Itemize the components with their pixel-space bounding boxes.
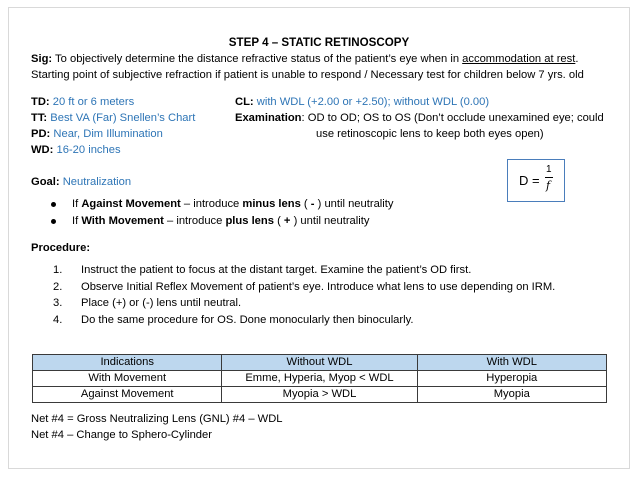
table-cell: Myopia bbox=[417, 387, 606, 403]
bullet-bold-lens: minus lens bbox=[242, 198, 301, 210]
bullet-bold-lens: plus lens bbox=[225, 214, 274, 227]
cl-line bbox=[235, 94, 489, 111]
sig-text: To objectively determine the distance refractive status of the patient’s eye when in bbox=[52, 53, 463, 65]
bullet-text: ) until neutrality bbox=[290, 214, 370, 227]
td-label: TD: bbox=[31, 96, 50, 108]
procedure-step bbox=[53, 295, 555, 312]
tt-label: TT: bbox=[31, 112, 48, 124]
table-cell: Myopia > WDL bbox=[222, 387, 417, 403]
procedure-heading bbox=[31, 240, 90, 257]
bullet-sign: - bbox=[310, 198, 315, 210]
formula-fraction-bar bbox=[545, 177, 553, 178]
document-page bbox=[8, 7, 630, 469]
sig-line-2: Starting point of subjective refraction if patient is unable to respond / Necessary test for children below 7 yrs. old bbox=[31, 69, 584, 81]
bullet-sign: + bbox=[283, 214, 291, 227]
formula-denominator: f bbox=[546, 179, 551, 192]
indications-table bbox=[32, 354, 607, 403]
pd-line bbox=[31, 126, 163, 143]
bullet-text: If bbox=[72, 198, 82, 210]
formula-box bbox=[507, 159, 565, 202]
procedure-step bbox=[53, 279, 555, 296]
goal-bullet-with bbox=[51, 213, 393, 230]
procedure-step bbox=[53, 312, 555, 329]
examination-label: Examination bbox=[235, 112, 302, 124]
step-number: 4. bbox=[53, 313, 63, 326]
bullet-text: ( bbox=[300, 198, 311, 210]
table-row bbox=[33, 387, 607, 403]
step-text: Do the same procedure for OS. Done monocularly then binocularly. bbox=[81, 313, 414, 326]
examination-text: : OD to OD; OS to OS (Don’t occlude unexamined eye; could bbox=[301, 112, 604, 124]
sig-underlined-text: accommodation at rest bbox=[462, 53, 576, 65]
wd-value: 16-20 inches bbox=[53, 144, 121, 156]
bullet-dot-icon bbox=[51, 219, 56, 224]
cl-label: CL: bbox=[235, 96, 254, 108]
table-cell: Emme, Hyperia, Myop < WDL bbox=[222, 371, 417, 387]
examination-line-2: use retinoscopic lens to keep both eyes open) bbox=[316, 128, 544, 140]
table-cell: Hyperopia bbox=[417, 371, 606, 387]
bullet-text: – introduce bbox=[163, 214, 226, 227]
formula-lhs: D = bbox=[519, 173, 540, 188]
procedure-label: Procedure: bbox=[31, 242, 91, 254]
column-header: Without WDL bbox=[222, 355, 417, 371]
goal-value: Neutralization bbox=[59, 176, 132, 188]
pd-value: Near, Dim Illumination bbox=[50, 128, 163, 140]
pd-label: PD: bbox=[31, 128, 51, 140]
tt-line bbox=[31, 110, 195, 127]
table-row bbox=[33, 371, 607, 387]
tt-value: Best VA (Far) Snellen’s Chart bbox=[47, 112, 196, 124]
goal-label: Goal: bbox=[31, 176, 60, 188]
net-line-2: Net #4 – Change to Sphero-Cylinder bbox=[31, 429, 212, 441]
column-header: With WDL bbox=[417, 355, 606, 371]
wd-line bbox=[31, 142, 121, 159]
step-number: 1. bbox=[53, 264, 63, 276]
procedure-step bbox=[53, 262, 555, 279]
net-line-1: Net #4 = Gross Neutralizing Lens (GNL) #4 – WDL bbox=[31, 413, 283, 425]
bullet-text: If bbox=[72, 214, 82, 227]
goal-bullet-list bbox=[51, 196, 393, 229]
bullet-bold-term: Against Movement bbox=[81, 198, 181, 210]
goal-bullet-against bbox=[51, 196, 393, 213]
procedure-step-list bbox=[53, 262, 555, 328]
bullet-text: ) until neutrality bbox=[314, 198, 394, 210]
td-line bbox=[31, 94, 134, 111]
sig-label: Sig: bbox=[31, 53, 53, 65]
step-text: Place (+) or (-) lens until neutral. bbox=[81, 297, 242, 309]
step-text: Observe Initial Reflex Movement of patient’s eye. Introduce what lens to use depending on IRM. bbox=[81, 280, 556, 293]
td-value: 20 ft or 6 meters bbox=[49, 96, 135, 108]
table-cell: With Movement bbox=[33, 371, 222, 387]
sig-text-end: . bbox=[575, 53, 579, 65]
formula-numerator: 1 bbox=[546, 164, 552, 175]
step-number: 2. bbox=[53, 280, 63, 293]
step-text: Instruct the patient to focus at the distant target. Examine the patient’s OD first. bbox=[81, 264, 472, 276]
wd-label: WD: bbox=[31, 144, 54, 156]
sig-line-1 bbox=[31, 51, 578, 68]
table-cell: Against Movement bbox=[33, 387, 222, 403]
goal-line bbox=[31, 174, 131, 191]
bullet-bold-term: With Movement bbox=[81, 214, 164, 227]
page-title: STEP 4 – STATIC RETINOSCOPY bbox=[228, 36, 410, 49]
bullet-text: – introduce bbox=[180, 198, 243, 210]
examination-line-1 bbox=[235, 110, 604, 127]
step-number: 3. bbox=[53, 297, 63, 309]
bullet-text: ( bbox=[273, 214, 284, 227]
table-header-row bbox=[33, 355, 607, 371]
bullet-dot-icon bbox=[51, 202, 56, 207]
column-header: Indications bbox=[33, 355, 222, 371]
cl-value: with WDL (+2.00 or +2.50); without WDL (0.00) bbox=[253, 96, 490, 108]
